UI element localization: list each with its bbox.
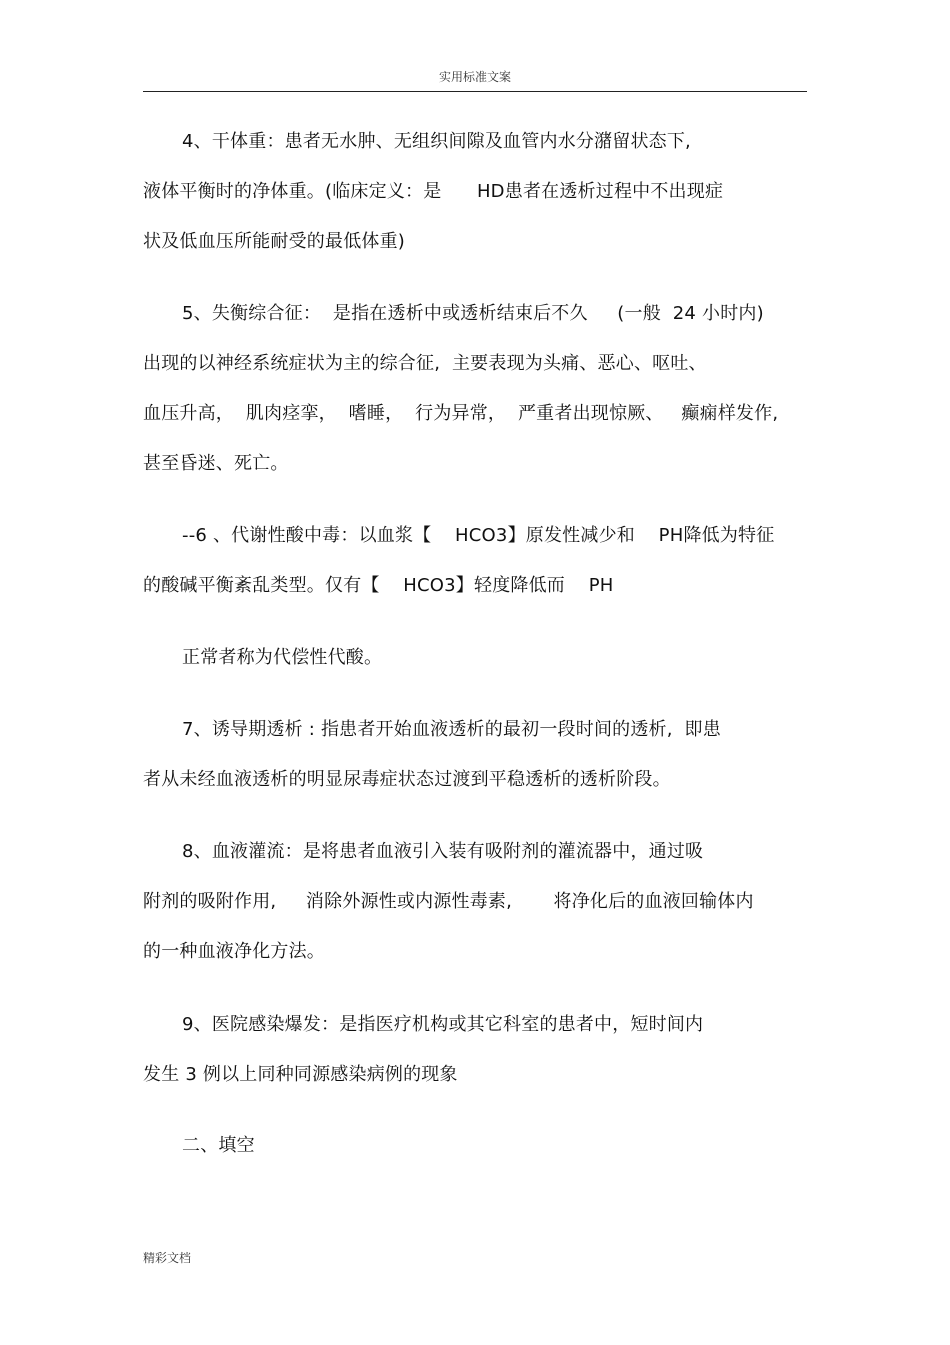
definition-9-line-1: 9、医院感染爆发：是指医疗机构或其它科室的患者中，短时间内 xyxy=(182,1014,704,1035)
definition-6-line-2: 的酸碱平衡紊乱类型。仅有【 HCO3】轻度降低而 PH xyxy=(143,575,614,596)
definition-5-line-3: 血压升高， 肌肉痉挛， 嗜睡， 行为异常， 严重者出现惊厥、 癫痫样发作, xyxy=(143,403,779,424)
definition-6-line-1: --6 、代谢性酸中毒：以血浆【 HCO3】原发性减少和 PH降低为特征 xyxy=(182,525,775,546)
page-header: 实用标准文案 xyxy=(438,70,511,84)
page-footer: 精彩文档 xyxy=(143,1251,192,1265)
header-divider xyxy=(143,91,807,92)
definition-4-line-2: 液体平衡时的净体重。(临床定义：是 HD患者在透析过程中不出现症 xyxy=(143,181,724,202)
definition-5-line-4: 甚至昏迷、死亡。 xyxy=(143,453,289,474)
definition-8-line-3: 的一种血液净化方法。 xyxy=(143,941,325,962)
definition-5-line-2: 出现的以神经系统症状为主的综合征, 主要表现为头痛、恶心、呕吐、 xyxy=(143,353,707,374)
definition-9-line-2: 发生 3 例以上同种同源感染病例的现象 xyxy=(143,1064,458,1085)
definition-8-line-1: 8、血液灌流：是将患者血液引入装有吸附剂的灌流器中，通过吸 xyxy=(182,841,704,862)
section-heading-fill-in: 二、填空 xyxy=(182,1135,255,1156)
definition-6-line-3: 正常者称为代偿性代酸。 xyxy=(182,647,383,668)
definition-7-line-1: 7、诱导期透析 : 指患者开始血液透析的最初一段时间的透析, 即患 xyxy=(182,719,721,740)
definition-5-line-1: 5、失衡综合征： 是指在透析中或透析结束后不久 (一般 24 小时内) xyxy=(182,303,764,324)
definition-7-line-2: 者从未经血液透析的明显尿毒症状态过渡到平稳透析的透析阶段。 xyxy=(143,769,671,790)
definition-4-line-1: 4、干体重：患者无水肿、无组织间隙及血管内水分潴留状态下, xyxy=(182,131,691,152)
definition-4-line-3: 状及低血压所能耐受的最低体重) xyxy=(143,231,406,252)
definition-8-line-2: 附剂的吸附作用, 消除外源性或内源性毒素, 将净化后的血液回输体内 xyxy=(143,891,754,912)
